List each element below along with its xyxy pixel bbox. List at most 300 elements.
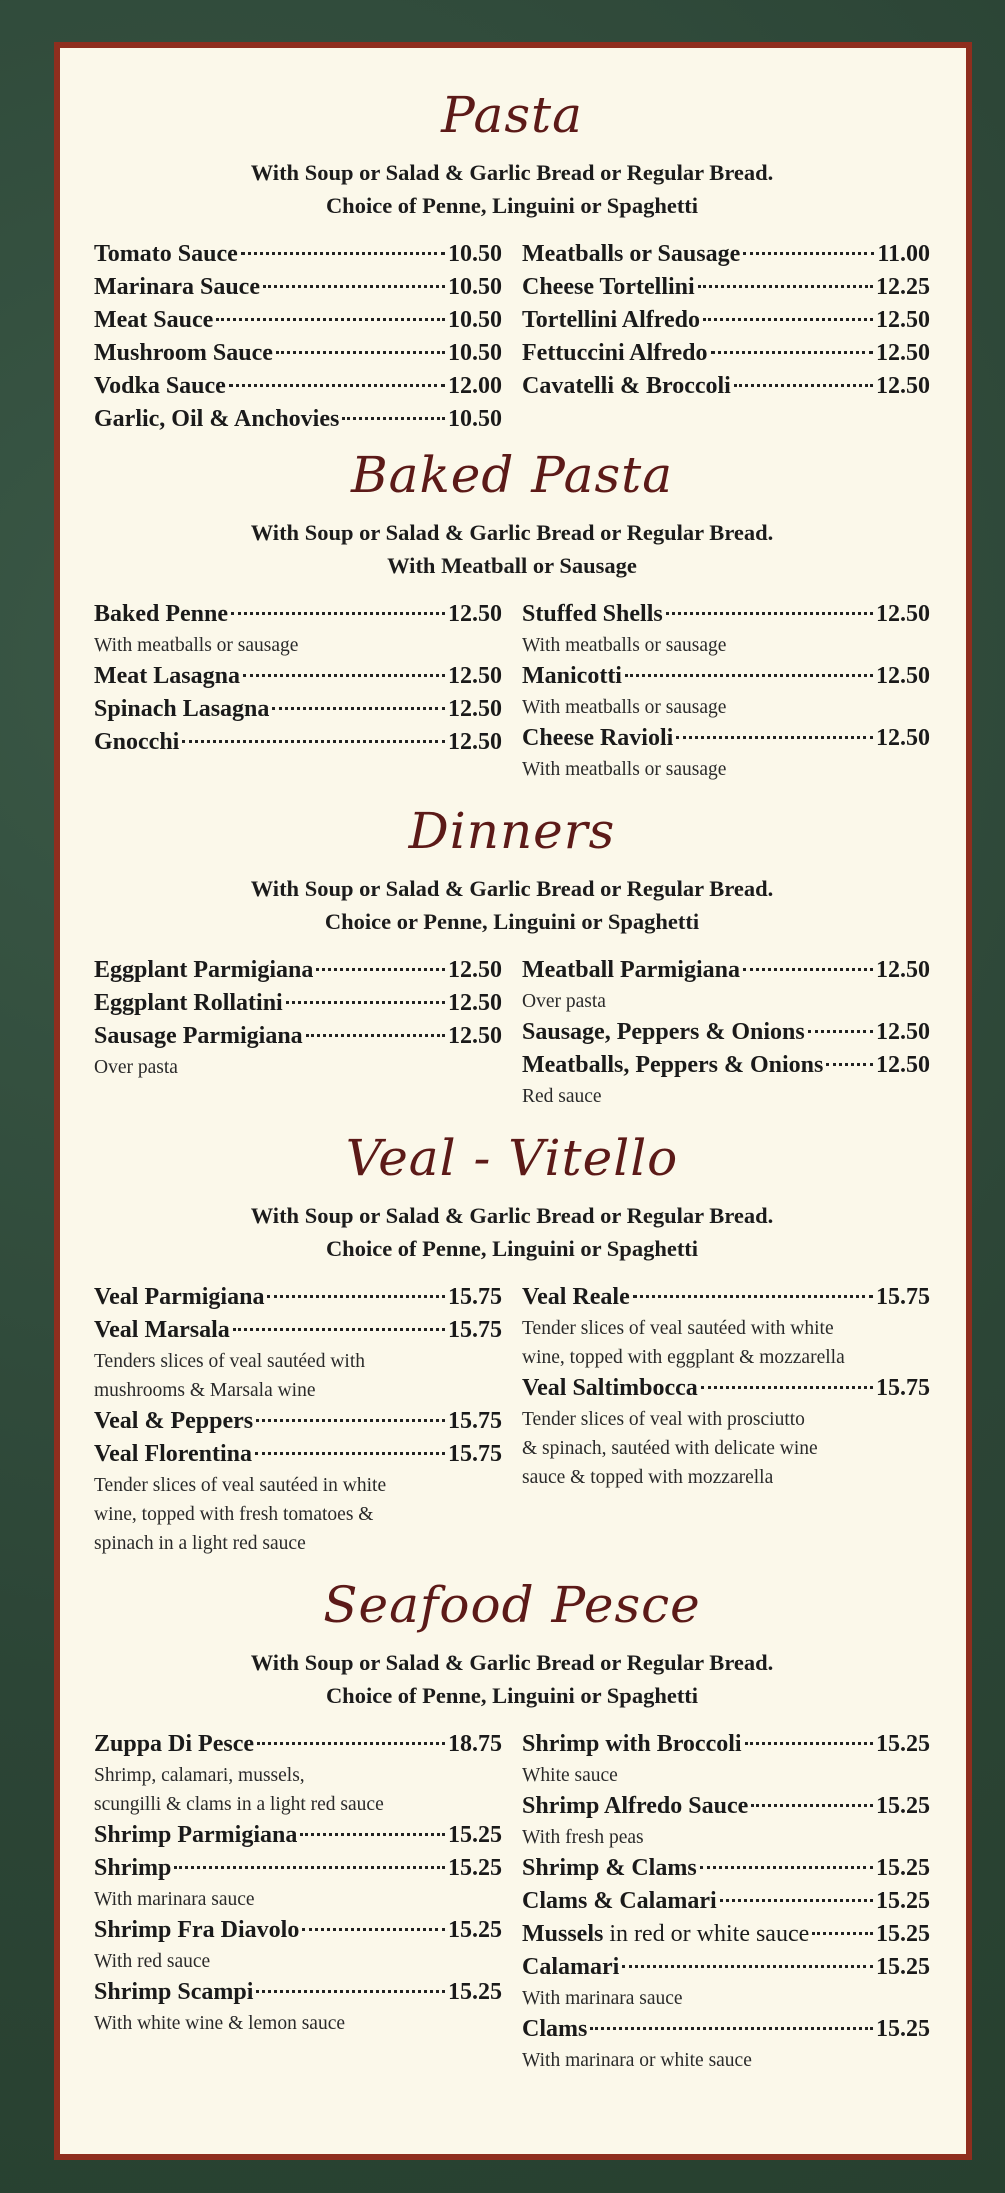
item-price: 15.25 bbox=[876, 1888, 930, 1914]
item-price: 12.50 bbox=[876, 957, 930, 983]
menu-item bbox=[522, 337, 930, 370]
item-description: With marinara sauce bbox=[522, 1988, 683, 2009]
item-price: 12.50 bbox=[876, 601, 930, 627]
item-name-text: Veal Parmigiana bbox=[94, 1284, 265, 1310]
item-description: With white wine & lemon sauce bbox=[94, 2013, 346, 2034]
left-column bbox=[94, 238, 502, 436]
item-name-text: Cheese Ravioli bbox=[522, 725, 674, 751]
item-price: 15.25 bbox=[448, 1979, 502, 2005]
item-price: 10.50 bbox=[448, 340, 502, 366]
item-price: 12.50 bbox=[876, 1019, 930, 1045]
menu-item bbox=[522, 1281, 930, 1372]
item-name bbox=[522, 722, 673, 755]
item-name-text: Baked Penne bbox=[94, 601, 229, 627]
left-column bbox=[94, 598, 502, 784]
menu-item bbox=[522, 271, 930, 304]
menu-item bbox=[94, 693, 502, 726]
menu-item-line bbox=[522, 337, 930, 370]
section-subtitle: Choice or Penne, Linguini or Spaghetti bbox=[324, 909, 700, 934]
item-name bbox=[94, 337, 273, 370]
menu-item-line bbox=[522, 1852, 930, 1885]
leader-dots bbox=[263, 284, 445, 288]
item-price: 12.50 bbox=[876, 307, 930, 333]
item-description: White sauce bbox=[522, 1765, 618, 1786]
menu-item-line bbox=[94, 1438, 502, 1471]
item-description: wine, topped with fresh tomatoes & bbox=[94, 1504, 374, 1525]
menu-frame bbox=[54, 42, 972, 2160]
item-name-text: Marinara Sauce bbox=[94, 274, 260, 300]
item-name bbox=[94, 1020, 303, 1053]
leader-dots bbox=[590, 2026, 873, 2030]
item-name-text: Sausage Parmigiana bbox=[94, 1023, 303, 1049]
item-name bbox=[94, 693, 269, 726]
menu-item-line bbox=[522, 1790, 930, 1823]
section-title: Pasta bbox=[441, 86, 583, 144]
item-name bbox=[522, 1951, 619, 1984]
item-price: 12.50 bbox=[876, 1052, 930, 1078]
menu-item-line bbox=[94, 987, 502, 1020]
menu-item bbox=[522, 238, 930, 271]
menu-item-line bbox=[94, 238, 502, 271]
item-name-text: Meatballs or Sausage bbox=[522, 241, 741, 267]
right-column bbox=[522, 1281, 930, 1558]
item-price: 15.75 bbox=[448, 1441, 502, 1467]
leader-dots bbox=[676, 735, 873, 739]
menu-item-line bbox=[522, 598, 930, 631]
item-price: 15.75 bbox=[448, 1408, 502, 1434]
menu-item-line bbox=[522, 954, 930, 987]
section-subtitle: With Meatball or Sausage bbox=[387, 553, 637, 578]
item-name-text: Mussels bbox=[522, 1921, 604, 1947]
leader-dots bbox=[826, 1062, 873, 1066]
item-name-text: Clams & Calamari bbox=[522, 1888, 717, 1914]
section-subtitle: Choice of Penne, Linguini or Spaghetti bbox=[325, 1683, 699, 1708]
item-description: With marinara or white sauce bbox=[522, 2050, 752, 2071]
item-name-text: Eggplant Parmigiana bbox=[94, 957, 314, 983]
item-name bbox=[94, 304, 213, 337]
item-price: 15.25 bbox=[876, 1954, 930, 1980]
item-name-text: Gnocchi bbox=[94, 729, 180, 755]
menu-item-line bbox=[522, 1372, 930, 1405]
item-price: 12.50 bbox=[448, 601, 502, 627]
menu-item bbox=[94, 1852, 502, 1914]
item-price: 18.75 bbox=[448, 1731, 502, 1757]
menu-page bbox=[60, 48, 966, 2154]
item-name bbox=[522, 1918, 809, 1951]
menu-item-line bbox=[94, 726, 502, 759]
menu-item bbox=[94, 954, 502, 987]
menu-item bbox=[522, 660, 930, 722]
item-name bbox=[94, 370, 226, 403]
item-name-text: Meat Lasagna bbox=[94, 663, 240, 689]
menu-item-line bbox=[94, 1819, 502, 1852]
menu-item bbox=[94, 403, 502, 436]
item-name bbox=[94, 598, 228, 631]
item-price: 15.25 bbox=[876, 1793, 930, 1819]
menu-section bbox=[94, 86, 930, 436]
menu-item-line bbox=[94, 693, 502, 726]
leader-dots bbox=[734, 383, 873, 387]
leader-dots bbox=[703, 317, 873, 321]
menu-item bbox=[522, 1918, 930, 1951]
item-name bbox=[94, 660, 240, 693]
item-name bbox=[94, 271, 260, 304]
item-name-text: Shrimp & Clams bbox=[522, 1855, 697, 1881]
leader-dots bbox=[743, 967, 873, 971]
item-description: Tender slices of veal with prosciutto bbox=[522, 1409, 805, 1430]
item-name-text: Shrimp Fra Diavolo bbox=[94, 1917, 300, 1943]
menu-columns bbox=[94, 1281, 930, 1558]
menu-item bbox=[94, 1438, 502, 1558]
item-price: 15.75 bbox=[448, 1284, 502, 1310]
item-name bbox=[522, 2013, 587, 2046]
menu-item bbox=[522, 1852, 930, 1885]
menu-item bbox=[94, 598, 502, 660]
item-description: mushrooms & Marsala wine bbox=[94, 1380, 316, 1401]
menu-item-line bbox=[94, 370, 502, 403]
item-price: 12.50 bbox=[876, 663, 930, 689]
item-description: Over pasta bbox=[94, 1057, 178, 1078]
menu-item bbox=[522, 954, 930, 1016]
menu-item-line bbox=[522, 1728, 930, 1761]
menu-columns bbox=[94, 1728, 930, 2075]
item-name bbox=[94, 1819, 297, 1852]
item-description: Over pasta bbox=[522, 991, 606, 1012]
section-title: Seafood Pesce bbox=[323, 1576, 701, 1634]
item-name bbox=[94, 1852, 171, 1885]
item-name-text: Spinach Lasagna bbox=[94, 696, 270, 722]
right-column bbox=[522, 238, 930, 436]
menu-item-line bbox=[94, 1728, 502, 1761]
item-description: With fresh peas bbox=[522, 1827, 644, 1848]
menu-section bbox=[94, 802, 930, 1111]
leader-dots bbox=[256, 1989, 445, 1993]
item-name-text: Veal Marsala bbox=[94, 1317, 230, 1343]
item-name-text: Shrimp Parmigiana bbox=[94, 1822, 298, 1848]
leader-dots bbox=[182, 739, 445, 743]
item-name bbox=[94, 987, 283, 1020]
item-name bbox=[522, 271, 695, 304]
item-inline-desc: in red or white sauce bbox=[603, 1921, 810, 1947]
section-subtitle: Choice of Penne, Linguini or Spaghetti bbox=[325, 193, 699, 218]
item-name-text: Manicotti bbox=[522, 663, 622, 689]
menu-item bbox=[522, 598, 930, 660]
section-title: Veal - Vitello bbox=[345, 1129, 679, 1187]
menu-item-line bbox=[94, 1314, 502, 1347]
section-subtitle: With Soup or Salad & Garlic Bread or Regular Bread. bbox=[250, 520, 774, 545]
item-price: 12.50 bbox=[876, 373, 930, 399]
menu-item-line bbox=[94, 403, 502, 436]
item-name bbox=[522, 1728, 742, 1761]
item-name-text: Zuppa Di Pesce bbox=[94, 1731, 255, 1757]
item-description: With meatballs or sausage bbox=[522, 635, 727, 656]
leader-dots bbox=[255, 1451, 445, 1455]
menu-item bbox=[522, 2013, 930, 2075]
item-name bbox=[522, 370, 731, 403]
right-column bbox=[522, 954, 930, 1111]
item-price: 10.50 bbox=[448, 406, 502, 432]
item-price: 12.25 bbox=[876, 274, 930, 300]
section-subtitle: With Soup or Salad & Garlic Bread or Regular Bread. bbox=[250, 876, 774, 901]
item-name bbox=[522, 1281, 630, 1314]
menu-item bbox=[522, 370, 930, 403]
menu-item-line bbox=[94, 598, 502, 631]
item-name-text: Shrimp Alfredo Sauce bbox=[522, 1793, 749, 1819]
leader-dots bbox=[302, 1927, 445, 1931]
section-subtitle: With Soup or Salad & Garlic Bread or Regular Bread. bbox=[250, 1650, 774, 1675]
item-description: & spinach, sautéed with delicate wine bbox=[522, 1438, 818, 1459]
item-name-text: Shrimp with Broccoli bbox=[522, 1731, 742, 1757]
item-price: 15.75 bbox=[876, 1284, 930, 1310]
menu-item bbox=[94, 1914, 502, 1976]
leader-dots bbox=[300, 1832, 445, 1836]
menu-item-line bbox=[522, 660, 930, 693]
item-name bbox=[94, 954, 313, 987]
item-name bbox=[522, 1049, 823, 1082]
leader-dots bbox=[701, 1385, 873, 1389]
leader-dots bbox=[808, 1029, 873, 1033]
leader-dots bbox=[633, 1294, 873, 1298]
menu-item-line bbox=[522, 238, 930, 271]
menu-section bbox=[94, 446, 930, 784]
menu-item bbox=[94, 1819, 502, 1852]
item-name bbox=[522, 1016, 805, 1049]
item-name-text: Sausage, Peppers & Onions bbox=[522, 1019, 805, 1045]
leader-dots bbox=[272, 706, 445, 710]
item-price: 15.25 bbox=[876, 1731, 930, 1757]
menu-item bbox=[522, 1728, 930, 1790]
item-description: Red sauce bbox=[522, 1086, 602, 1107]
leader-dots bbox=[711, 350, 873, 354]
item-description: scungilli & clams in a light red sauce bbox=[94, 1794, 384, 1815]
item-price: 12.50 bbox=[876, 340, 930, 366]
menu-item bbox=[94, 1020, 502, 1082]
menu-item-line bbox=[522, 2013, 930, 2046]
menu-item-line bbox=[94, 1020, 502, 1053]
item-name-text: Veal Saltimbocca bbox=[522, 1375, 698, 1401]
section-title: Dinners bbox=[408, 802, 616, 860]
menu-item bbox=[522, 1016, 930, 1049]
menu-item bbox=[94, 238, 502, 271]
item-price: 12.50 bbox=[448, 990, 502, 1016]
menu-columns bbox=[94, 954, 930, 1111]
leader-dots bbox=[276, 350, 445, 354]
leader-dots bbox=[743, 251, 874, 255]
item-price: 10.50 bbox=[448, 241, 502, 267]
item-price: 12.50 bbox=[448, 729, 502, 755]
item-price: 15.25 bbox=[448, 1855, 502, 1881]
leader-dots bbox=[342, 416, 445, 420]
item-name-text: Mushroom Sauce bbox=[94, 340, 273, 366]
item-name bbox=[94, 1438, 252, 1471]
menu-columns bbox=[94, 238, 930, 436]
menu-item bbox=[94, 1281, 502, 1314]
item-price: 10.50 bbox=[448, 307, 502, 333]
menu-item-line bbox=[522, 1918, 930, 1951]
leader-dots bbox=[316, 967, 445, 971]
menu-item bbox=[94, 1314, 502, 1405]
item-name-text: Meatball Parmigiana bbox=[522, 957, 740, 983]
item-name bbox=[522, 1885, 717, 1918]
item-name bbox=[94, 1728, 254, 1761]
menu-item bbox=[94, 271, 502, 304]
item-name bbox=[94, 1281, 264, 1314]
item-name bbox=[94, 1976, 253, 2009]
left-column bbox=[94, 1728, 502, 2075]
menu-section bbox=[94, 1576, 930, 2075]
section-title: Baked Pasta bbox=[350, 446, 674, 504]
menu-item-line bbox=[522, 722, 930, 755]
item-name bbox=[94, 1314, 230, 1347]
left-column bbox=[94, 1281, 502, 1558]
leader-dots bbox=[720, 1898, 873, 1902]
menu-item-line bbox=[522, 370, 930, 403]
item-name bbox=[94, 238, 238, 271]
item-price: 15.25 bbox=[448, 1917, 502, 1943]
item-name-text: Meat Sauce bbox=[94, 307, 214, 333]
item-name-text: Garlic, Oil & Anchovies bbox=[94, 406, 340, 432]
item-price: 15.75 bbox=[448, 1317, 502, 1343]
menu-item-line bbox=[94, 660, 502, 693]
menu-item bbox=[94, 1405, 502, 1438]
menu-item-line bbox=[522, 1016, 930, 1049]
leader-dots bbox=[174, 1865, 445, 1869]
leader-dots bbox=[812, 1931, 873, 1935]
leader-dots bbox=[286, 1000, 445, 1004]
leader-dots bbox=[233, 1327, 445, 1331]
menu-item-line bbox=[94, 337, 502, 370]
item-name-text: Clams bbox=[522, 2016, 588, 2042]
item-name bbox=[522, 954, 740, 987]
leader-dots bbox=[666, 611, 873, 615]
leader-dots bbox=[256, 1418, 445, 1422]
item-price: 15.25 bbox=[876, 2016, 930, 2042]
menu-item bbox=[94, 987, 502, 1020]
item-description: With marinara sauce bbox=[94, 1889, 255, 1910]
menu-item-line bbox=[522, 1281, 930, 1314]
item-price: 12.50 bbox=[448, 663, 502, 689]
item-description: Tender slices of veal sautéed with white bbox=[522, 1318, 834, 1339]
menu-item bbox=[94, 726, 502, 759]
menu-item bbox=[522, 1049, 930, 1111]
menu-item bbox=[94, 1976, 502, 2038]
item-price: 11.00 bbox=[877, 241, 930, 267]
menu-item-line bbox=[94, 954, 502, 987]
item-name-text: Veal Florentina bbox=[94, 1441, 253, 1467]
item-name bbox=[522, 238, 740, 271]
menu-item-line bbox=[94, 304, 502, 337]
item-name bbox=[522, 1852, 697, 1885]
menu-item bbox=[94, 304, 502, 337]
menu-item-line bbox=[94, 1914, 502, 1947]
leader-dots bbox=[257, 1741, 445, 1745]
item-name-text: Cheese Tortellini bbox=[522, 274, 695, 300]
section-subtitle: With Soup or Salad & Garlic Bread or Regular Bread. bbox=[250, 1203, 774, 1228]
menu-item bbox=[94, 337, 502, 370]
item-description: sauce & topped with mozzarella bbox=[522, 1467, 774, 1488]
section-subtitle: With Soup or Salad & Garlic Bread or Regular Bread. bbox=[250, 160, 774, 185]
item-name-text: Calamari bbox=[522, 1954, 620, 1980]
item-name-text: Shrimp Scampi bbox=[94, 1979, 254, 2005]
item-description: Tenders slices of veal sautéed with bbox=[94, 1351, 366, 1372]
item-price: 12.50 bbox=[876, 725, 930, 751]
leader-dots bbox=[745, 1741, 873, 1745]
leader-dots bbox=[229, 383, 445, 387]
menu-item-line bbox=[94, 1852, 502, 1885]
menu-item bbox=[522, 722, 930, 784]
item-price: 10.50 bbox=[448, 274, 502, 300]
item-name-text: Cavatelli & Broccoli bbox=[522, 373, 731, 399]
menu-item-line bbox=[94, 1405, 502, 1438]
item-name-text: Veal & Peppers bbox=[94, 1408, 254, 1434]
item-name-text: Vodka Sauce bbox=[94, 373, 226, 399]
item-price: 12.50 bbox=[448, 1023, 502, 1049]
item-name bbox=[522, 1790, 748, 1823]
menu-item bbox=[522, 1372, 930, 1492]
menu-item bbox=[522, 1951, 930, 2013]
leader-dots bbox=[751, 1803, 873, 1807]
menu-item bbox=[94, 660, 502, 693]
item-name-text: Veal Reale bbox=[522, 1284, 630, 1310]
item-description: Shrimp, calamari, mussels, bbox=[94, 1765, 305, 1786]
menu-item-line bbox=[522, 1885, 930, 1918]
item-name bbox=[94, 403, 339, 436]
item-price: 12.50 bbox=[448, 957, 502, 983]
menu-item-line bbox=[522, 304, 930, 337]
menu-item bbox=[522, 304, 930, 337]
item-name-text: Eggplant Rollatini bbox=[94, 990, 283, 1016]
leader-dots bbox=[216, 317, 445, 321]
right-column bbox=[522, 1728, 930, 2075]
item-description: With red sauce bbox=[94, 1951, 211, 1972]
item-name-text: Tortellini Alfredo bbox=[522, 307, 701, 333]
item-name bbox=[94, 1405, 253, 1438]
menu-item-line bbox=[522, 1951, 930, 1984]
leader-dots bbox=[241, 251, 445, 255]
menu-item bbox=[522, 1790, 930, 1852]
item-description: Tender slices of veal sautéed in white bbox=[94, 1475, 387, 1496]
leader-dots bbox=[625, 673, 873, 677]
leader-dots bbox=[231, 611, 445, 615]
item-name-text: Stuffed Shells bbox=[522, 601, 663, 627]
menu-item-line bbox=[94, 271, 502, 304]
item-name bbox=[522, 598, 663, 631]
item-price: 12.00 bbox=[448, 373, 502, 399]
item-price: 15.25 bbox=[876, 1855, 930, 1881]
item-name bbox=[94, 1914, 299, 1947]
item-name bbox=[522, 660, 622, 693]
item-name-text: Fettuccini Alfredo bbox=[522, 340, 708, 366]
menu-item bbox=[522, 1885, 930, 1918]
item-description: With meatballs or sausage bbox=[522, 697, 727, 718]
item-price: 15.25 bbox=[876, 1921, 930, 1947]
item-name bbox=[522, 304, 700, 337]
left-column bbox=[94, 954, 502, 1111]
item-description: With meatballs or sausage bbox=[94, 635, 299, 656]
menu-item-line bbox=[522, 1049, 930, 1082]
right-column bbox=[522, 598, 930, 784]
leader-dots bbox=[243, 673, 445, 677]
leader-dots bbox=[306, 1033, 445, 1037]
menu-columns bbox=[94, 598, 930, 784]
menu-item bbox=[94, 1728, 502, 1819]
menu-item bbox=[94, 370, 502, 403]
item-name bbox=[522, 337, 708, 370]
menu-item-line bbox=[94, 1281, 502, 1314]
item-price: 15.25 bbox=[448, 1822, 502, 1848]
menu-section bbox=[94, 1129, 930, 1558]
leader-dots bbox=[700, 1865, 873, 1869]
